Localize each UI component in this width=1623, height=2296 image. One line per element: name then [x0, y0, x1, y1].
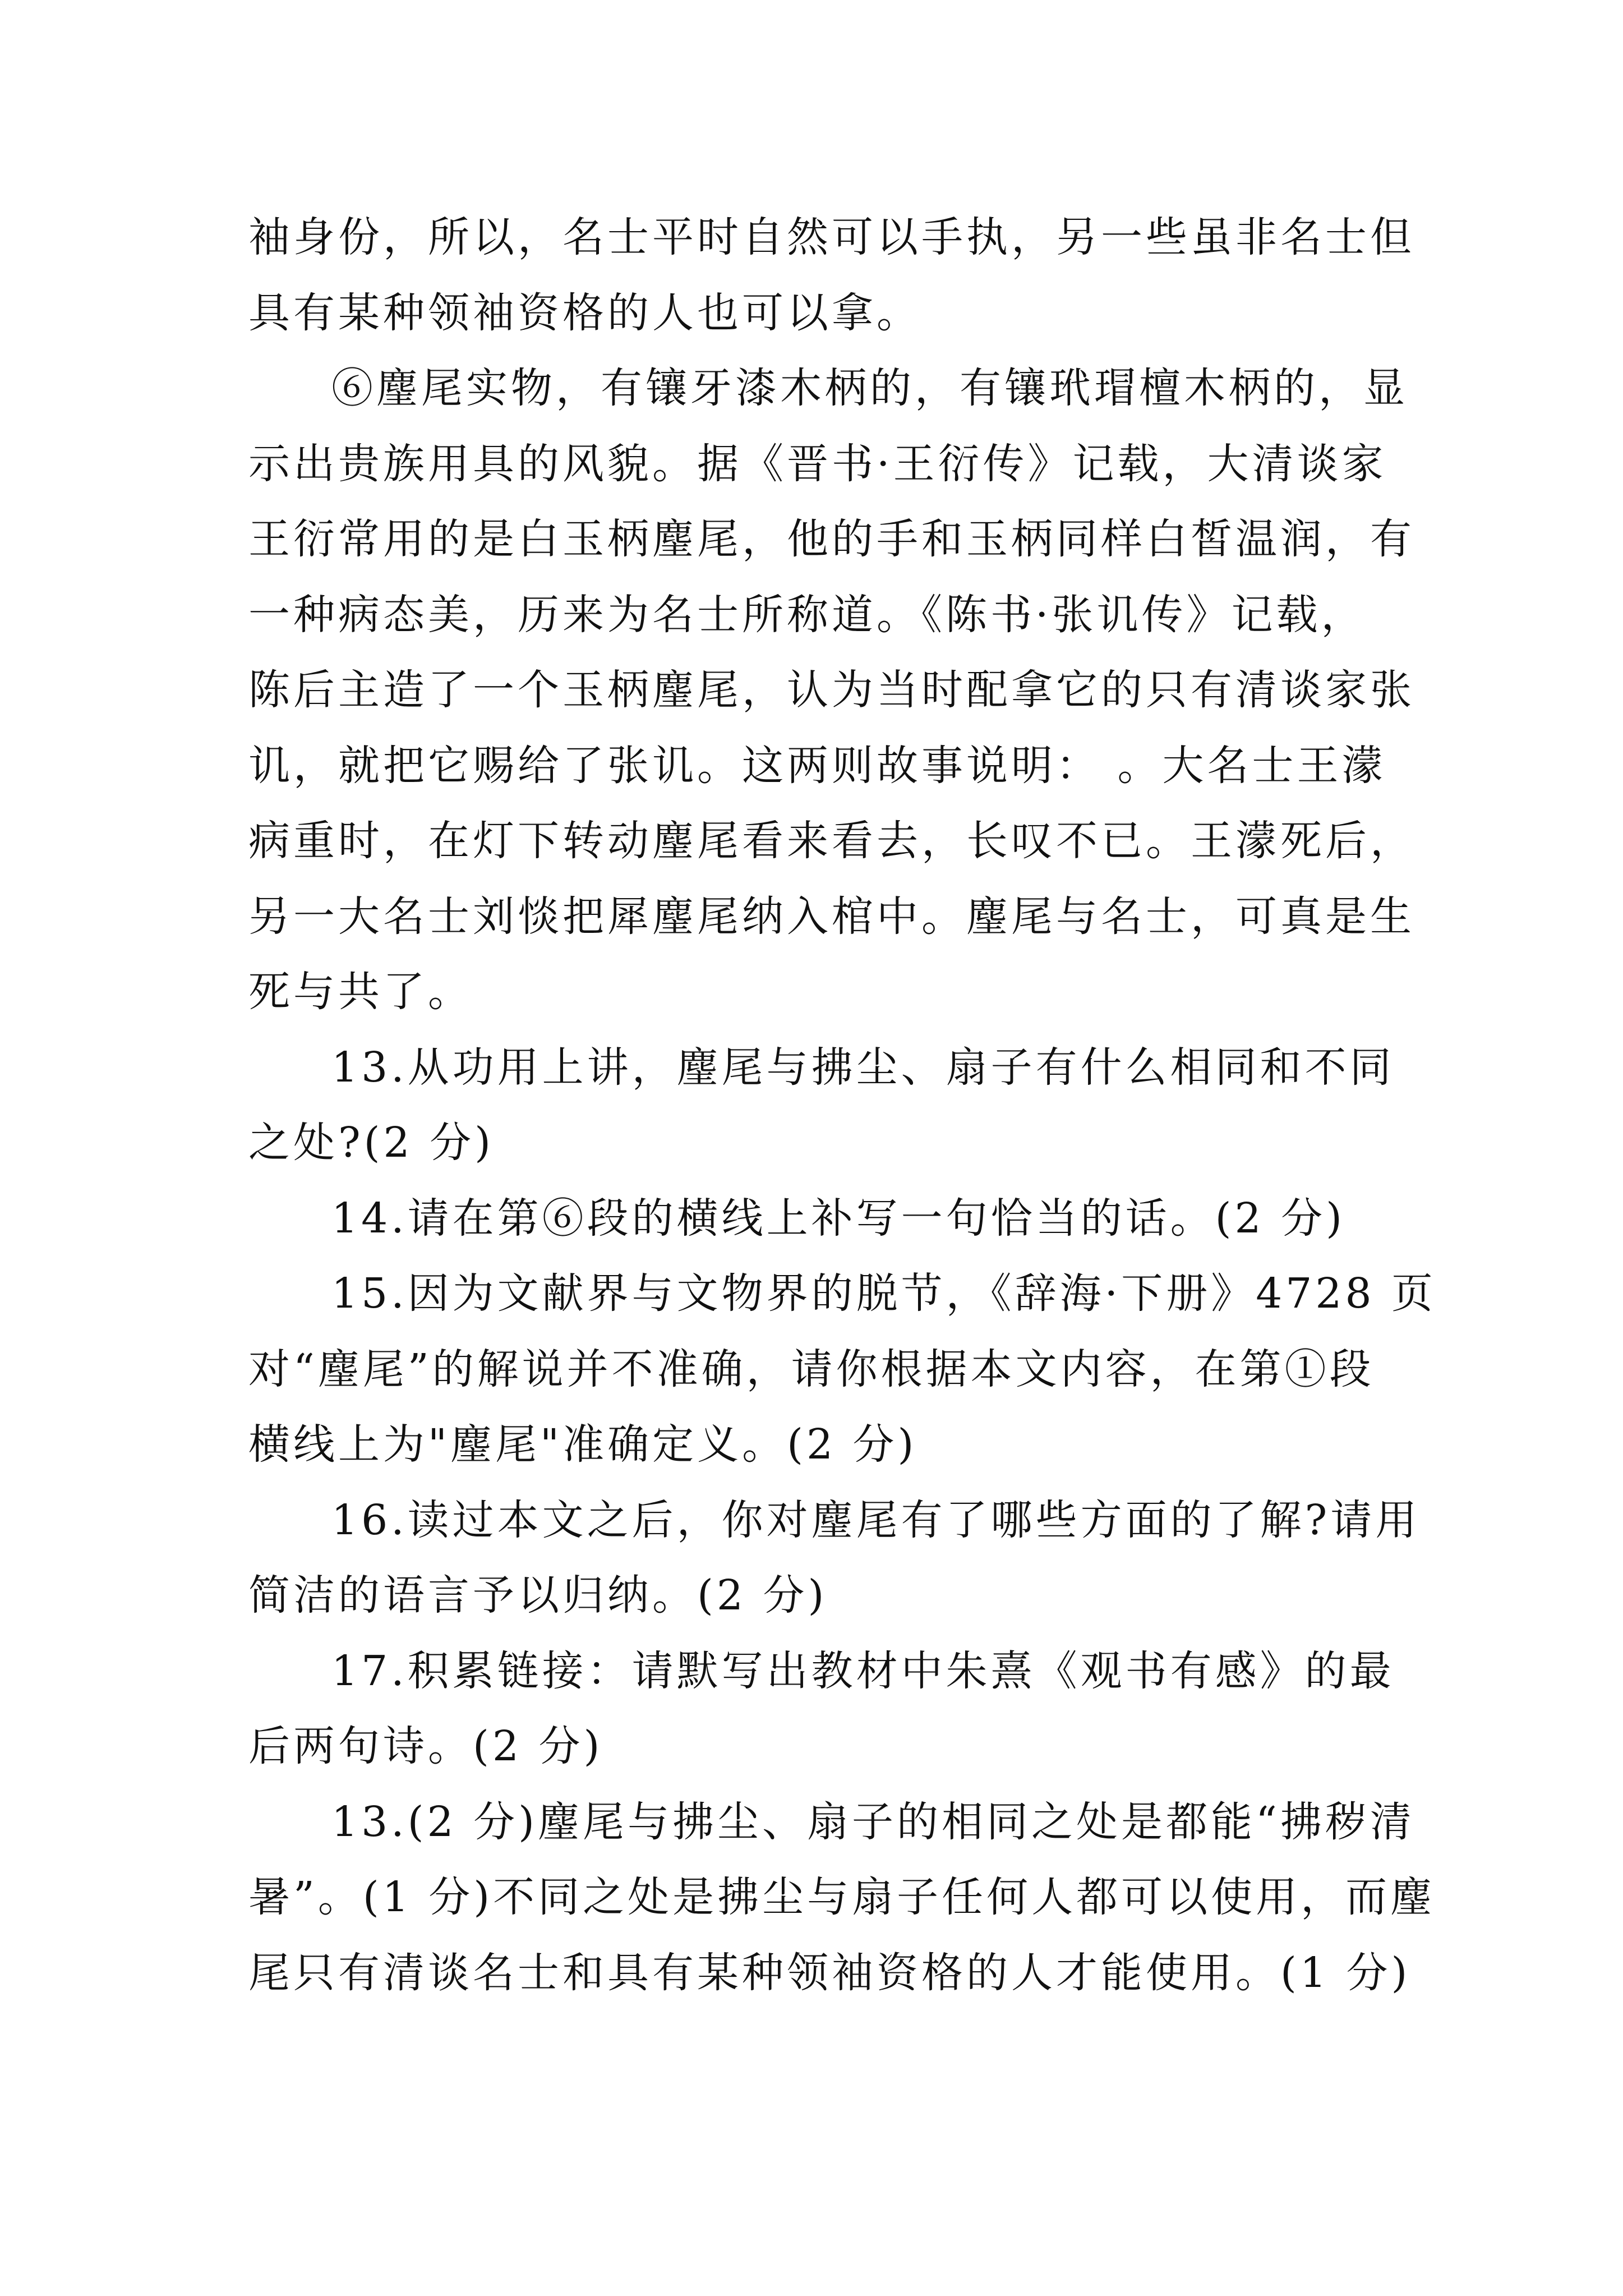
paragraph-6-line-1: ⑥麈尾实物，有镶牙漆木柄的，有镶玳瑁檀木柄的，显 [331, 364, 1408, 412]
question-13-line-2: 之处?(2 分) [248, 1119, 495, 1167]
text-line-9: 病重时，在灯下转动麈尾看来看去，长叹不已。王濛死后， [248, 817, 1415, 865]
text-line-1: 袖身份，所以，名士平时自然可以手执，另一些虽非名士但 [248, 213, 1415, 261]
question-15-line-3: 横线上为"麈尾"准确定义。(2 分) [248, 1420, 917, 1469]
text-line-10: 另一大名士刘惔把犀麈尾纳入棺中。麈尾与名士，可真是生 [248, 892, 1415, 941]
text-line-4: 示出贵族用具的风貌。据《晋书·王衍传》记载，大清谈家 [248, 439, 1387, 488]
question-17-line-1: 17.积累链接：请默写出教材中朱熹《观书有感》的最 [331, 1646, 1395, 1695]
question-14: 14.请在第⑥段的横线上补写一句恰当的话。(2 分) [331, 1194, 1346, 1243]
document-body [248, 200, 1437, 2010]
answer-13-line-1: 13.(2 分)麈尾与拂尘、扇子的相同之处是都能“拂秽清 [331, 1797, 1415, 1846]
text-line-6: 一种病态美，历来为名士所称道。《陈书·张讥传》记载， [248, 590, 1366, 639]
question-15-line-1: 15.因为文献界与文物界的脱节，《辞海·下册》4728 页 [331, 1269, 1437, 1318]
text-line-11: 死与共了。 [248, 968, 473, 1016]
text-line-8: 讥，就把它赐给了张讥。这两则故事说明： 。大名士王濛 [248, 741, 1387, 790]
text-line-7: 陈后主造了一个玉柄麈尾，认为当时配拿它的只有清谈家张 [248, 666, 1415, 714]
question-16-line-2: 简洁的语言予以归纳。(2 分) [248, 1571, 828, 1619]
question-17-line-2: 后两句诗。(2 分) [248, 1722, 603, 1770]
text-line-2: 具有某种领袖资格的人也可以拿。 [248, 288, 921, 337]
question-13-line-1: 13.从功用上讲，麈尾与拂尘、扇子有什么相同和不同 [331, 1043, 1395, 1092]
question-16-line-1: 16.读过本文之后，你对麈尾有了哪些方面的了解?请用 [331, 1496, 1421, 1544]
text-line-5: 王衍常用的是白玉柄麈尾，他的手和玉柄同样白皙温润，有 [248, 515, 1415, 563]
question-15-line-2: 对“麈尾”的解说并不准确，请你根据本文内容，在第①段 [248, 1345, 1375, 1393]
answer-13-line-2: 暑”。(1 分)不同之处是拂尘与扇子任何人都可以使用，而麈 [248, 1873, 1436, 1921]
answer-13-line-3: 尾只有清谈名士和具有某种领袖资格的人才能使用。(1 分) [248, 1948, 1411, 1997]
